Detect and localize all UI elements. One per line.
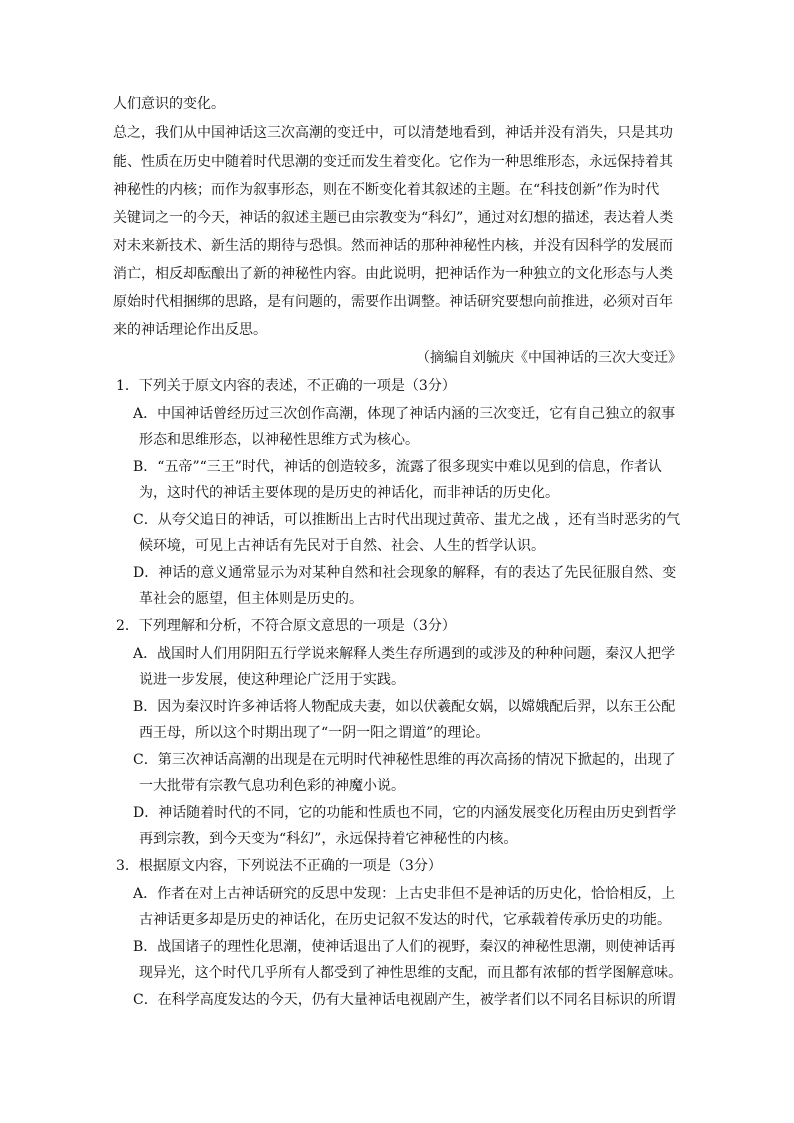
passage-line: 对未来新技术、新生活的期待与恐惧。然而神话的那种神秘性内核，并没有因科学的发展而 [113, 238, 673, 254]
question-2-option-a-cont: 说进一步发展，使这种理论广泛用于实践。 [139, 672, 405, 688]
passage-source: （摘编自刘毓庆《中国神话的三次大变迁》 [416, 350, 682, 366]
question-1-option-c-cont: 候环境，可见上古神话有先民对于自然、社会、人生的哲学认识。 [139, 538, 545, 554]
passage-line: 能、性质在历史中随着时代思潮的变迁而发生着变化。它作为一种思维形态，永远保持着其 [113, 154, 673, 170]
question-2-option-c: C．第三次神话高潮的出现是在元明时代神秘性思维的再次高扬的情况下掀起的，出现了 [133, 752, 676, 768]
passage-line: 人们意识的变化。 [113, 96, 225, 112]
passage-line: 来的神话理论作出反思。 [113, 322, 267, 338]
question-2-option-a: A．战国时人们用阴阳五行学说来解释人类生存所遇到的或涉及的种种问题，秦汉人把学 [133, 646, 676, 662]
passage-line: 神秘性的内核；而作为叙事形态，则在不断变化着其叙述的主题。在“科技创新”作为时代 [113, 182, 660, 198]
question-1-option-b-cont: 为，这时代的神话主要体现的是历史的神话化，而非神话的历史化。 [139, 485, 559, 501]
passage-line: 原始时代相捆绑的思路，是有问题的，需要作出调整。神话研究要想向前推进，必须对百年 [113, 294, 673, 310]
passage-line: 关键词之一的今天，神话的叙述主题已由宗教变为“科幻”，通过对幻想的描述，表达着人类 [113, 210, 674, 226]
question-1-option-a: A．中国神话曾经历过三次创作高潮，体现了神话内涵的三次变迁，它有自己独立的叙事 [133, 406, 676, 422]
question-3-option-a-cont: 古神话更多却是历史的神话化，在历史记叙不发达的时代，它承载着传承历史的功能。 [139, 912, 671, 928]
question-2-option-d-cont: 再到宗教，到今天变为“科幻”，永远保持着它神秘性的内核。 [139, 831, 518, 847]
question-1-stem: 1．下列关于原文内容的表述，不正确的一项是（3分） [116, 378, 456, 394]
question-2-option-c-cont: 一大批带有宗教气息功利色彩的神魔小说。 [139, 778, 405, 794]
question-2-stem: 2．下列理解和分析，不符合原文意思的一项是（3分） [116, 618, 456, 634]
question-1-option-a-cont: 形态和思维形态，以神秘性思维方式为核心。 [139, 432, 419, 448]
question-1-option-b: B．“五帝”“三王”时代，神话的创造较多，流露了很多现实中难以见到的信息，作者认 [133, 459, 662, 475]
passage-line: 总之，我们从中国神话这三次高潮的变迁中，可以清楚地看到，神话并没有消失，只是其功 [113, 125, 673, 141]
question-1-option-d-cont: 革社会的愿望，但主体则是历史的。 [139, 591, 363, 607]
question-2-option-b-cont: 西王母，所以这个时期出现了“一阴一阳之谓道”的理论。 [139, 725, 490, 741]
question-2-option-b: B．因为秦汉时许多神话将人物配成夫妻，如以伏羲配女娲，以嫦娥配后羿，以东王公配 [133, 699, 676, 715]
question-2-option-d: D．神话随着时代的不同，它的功能和性质也不同，它的内涵发展变化历程由历史到哲学 [133, 805, 677, 821]
question-3-option-b: B．战国诸子的理性化思潮，使神话退出了人们的视野，秦汉的神秘性思潮，则使神话再 [133, 939, 676, 955]
question-1-option-d: D．神话的意义通常显示为对某种自然和社会现象的解释，有的表达了先民征服自然、变 [133, 565, 677, 581]
question-3-option-b-cont: 现异光，这个时代几乎所有人都受到了神性思维的支配，而且都有浓郁的哲学图解意味。 [139, 965, 682, 981]
question-1-option-c: C．从夸父追日的神话，可以推断出上古时代出现过黄帝、蚩尤之战 ，还有当时恶劣的气 [133, 512, 681, 528]
question-3-option-c: C．在科学高度发达的今天，仍有大量神话电视剧产生，被学者们以不同名目标识的所谓 [133, 992, 676, 1008]
question-3-option-a: A．作者在对上古神话研究的反思中发现：上古史非但不是神话的历史化，恰恰相反，上 [133, 886, 676, 902]
question-3-stem: 3．根据原文内容，下列说法不正确的一项是（3分） [116, 858, 442, 874]
passage-line: 消亡，相反却酝酿出了新的神秘性内容。由此说明，把神话作为一种独立的文化形态与人类 [113, 266, 673, 282]
